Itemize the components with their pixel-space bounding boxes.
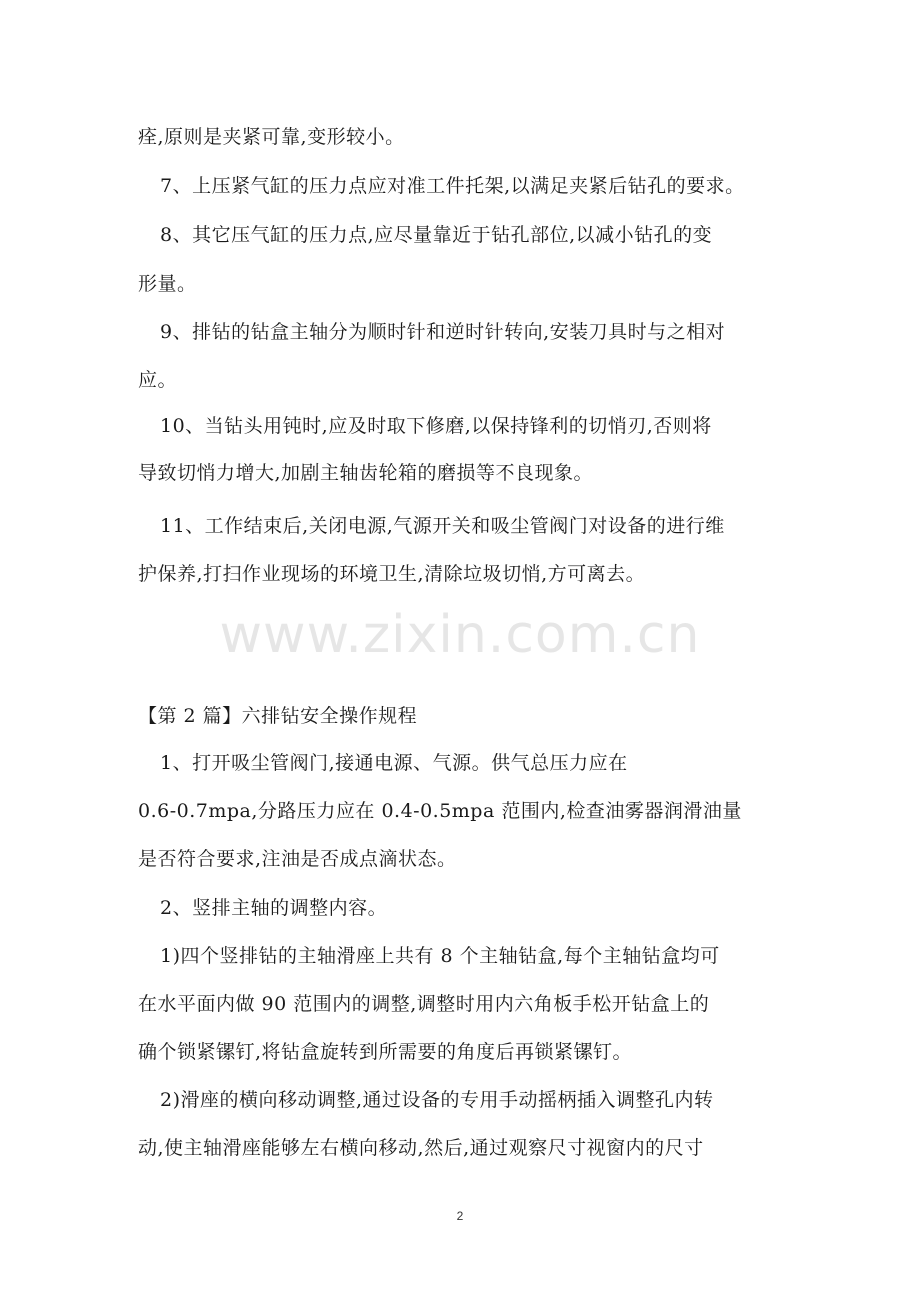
- text-line: 10、当钻头用钝时,应及时取下修磨,以保持锋利的切悄刃,否则将: [160, 415, 712, 437]
- text-line: 动,使主轴滑座能够左右横向移动,然后,通过观察尺寸视窗内的尺寸: [138, 1137, 704, 1159]
- section-heading: 【第 2 篇】六排钻安全操作规程: [138, 705, 418, 727]
- watermark-text: www.zixin.com.cn: [219, 605, 701, 665]
- text-line: 确个锁紧镙钉,将钻盒旋转到所需要的角度后再锁紧镙钉。: [138, 1041, 633, 1063]
- text-line: 护保养,打扫作业现场的环境卫生,清除垃圾切悄,方可离去。: [138, 563, 646, 585]
- text-line: 1、打开吸尘管阀门,接通电源、气源。供气总压力应在: [160, 752, 628, 774]
- text-line: 形量。: [138, 273, 197, 295]
- text-line: 9、排钻的钻盒主轴分为顺时针和逆时针转向,安装刀具时与之相对: [160, 321, 726, 343]
- text-line: 导致切悄力增大,加剧主轴齿轮箱的磨损等不良现象。: [138, 462, 594, 484]
- text-line: 11、工作结束后,关闭电源,气源开关和吸尘管阀门对设备的进行维: [160, 515, 725, 537]
- text-line: 在水平面内做 90 范围内的调整,调整时用内六角板手松开钻盒上的: [138, 993, 710, 1015]
- text-line: 0.6-0.7mpa,分路压力应在 0.4-0.5mpa 范围内,检查油雾器润滑油量: [138, 800, 742, 822]
- text-line: 8、其它压气缸的压力点,应尽量靠近于钻孔部位,以减小钻孔的变: [160, 224, 713, 246]
- text-line: 是否符合要求,注油是否成点滴状态。: [138, 848, 457, 870]
- text-line: 1)四个竖排钻的主轴滑座上共有 8 个主轴钻盒,每个主轴钻盒均可: [160, 945, 720, 967]
- text-line: 2、竖排主轴的调整内容。: [160, 897, 388, 919]
- text-line: 应。: [138, 369, 178, 391]
- text-line: 痊,原则是夹紧可靠,变形较小。: [138, 126, 405, 148]
- text-line: 2)滑座的横向移动调整,通过设备的专用手动摇柄插入调整孔内转: [160, 1089, 714, 1111]
- text-line: 7、上压紧气缸的压力点应对准工件托架,以满足夹紧后钻孔的要求。: [160, 175, 745, 197]
- page-number: 2: [456, 1209, 464, 1223]
